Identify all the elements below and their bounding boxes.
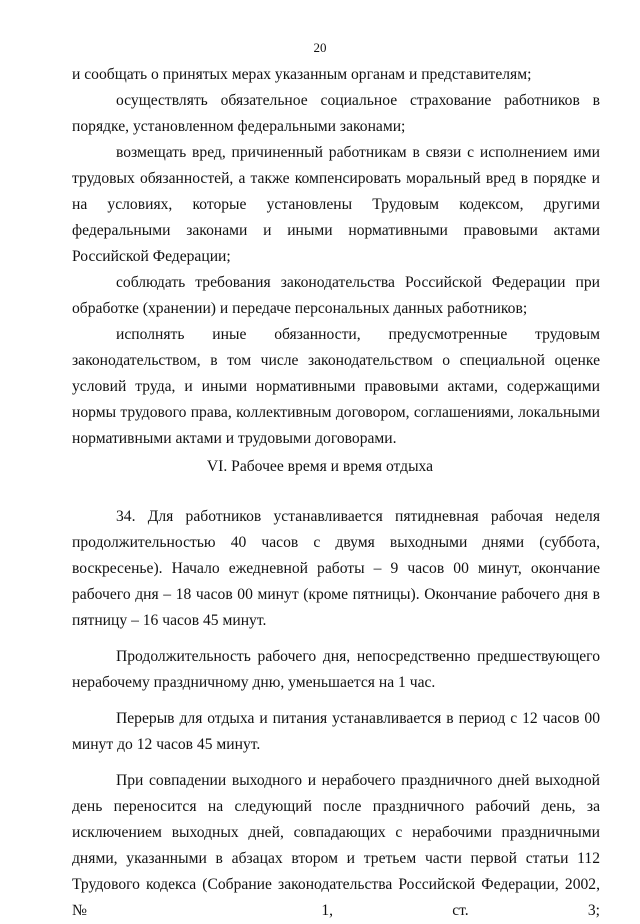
duties-list — [72, 62, 600, 452]
paragraph-holiday-transfer: При совпадении выходного и нерабочего праздничного дней выходной день переносится на следующий после праздничного рабочий день, за исключением выходных дней, совпадающих с нерабочими праздничными днями, указанными в абзацах втором и третьем части первой статьи 112 Трудового кодекса (Собрание законодательства Российской Федерации, 2002, № 1, ст. 3; — [72, 772, 600, 919]
paragraph-social-insurance: осуществлять обязательное социальное страхование работников в порядке, установленном федеральными законами; — [72, 92, 600, 135]
paragraph-compensation: возмещать вред, причиненный работникам в связи с исполнением ими трудовых обязанностей, а также компенсировать моральный вред в порядке и на условиях, которые установлены Трудовым кодексом, другими федеральными законами и иными нормативными правовыми актами Российской Федерации; — [72, 144, 600, 265]
paragraph-lunch-break: Перерыв для отдыха и питания устанавливается в период с 12 часов 00 минут до 12 часов 45 минут. — [72, 710, 600, 753]
working-time-section — [72, 504, 600, 924]
paragraph-item-34: 34. Для работников устанавливается пятидневная рабочая неделя продолжительностью 40 часов с двумя выходными днями (суббота, воскресенье). Начало ежедневной работы – 9 часов 00 минут, окончание рабочего дня – 18 часов 00 минут (кроме пятницы). Окончание рабочего дня в пятницу – 16 часов 45 минут. — [72, 508, 600, 629]
paragraph-other-duties: исполнять иные обязанности, предусмотренные трудовым законодательством, в том числе законодательством о специальной оценке условий труда, и иными нормативными правовыми актами, содержащими нормы трудового права, коллективным договором, соглашениями, локальными нормативными актами и трудовыми договорами. — [72, 326, 600, 447]
paragraph-personal-data: соблюдать требования законодательства Российской Федерации при обработке (хранении) и передаче персональных данных работников; — [72, 274, 600, 317]
section-heading: VI. Рабочее время и время отдыха — [206, 458, 434, 475]
paragraph-continuation: и сообщать о принятых мерах указанным органам и представителям; — [72, 66, 532, 83]
page-number: 20 — [313, 40, 327, 55]
paragraph-pre-holiday: Продолжительность рабочего дня, непосредственно предшествующего нерабочему праздничному дню, уменьшается на 1 час. — [72, 648, 600, 691]
